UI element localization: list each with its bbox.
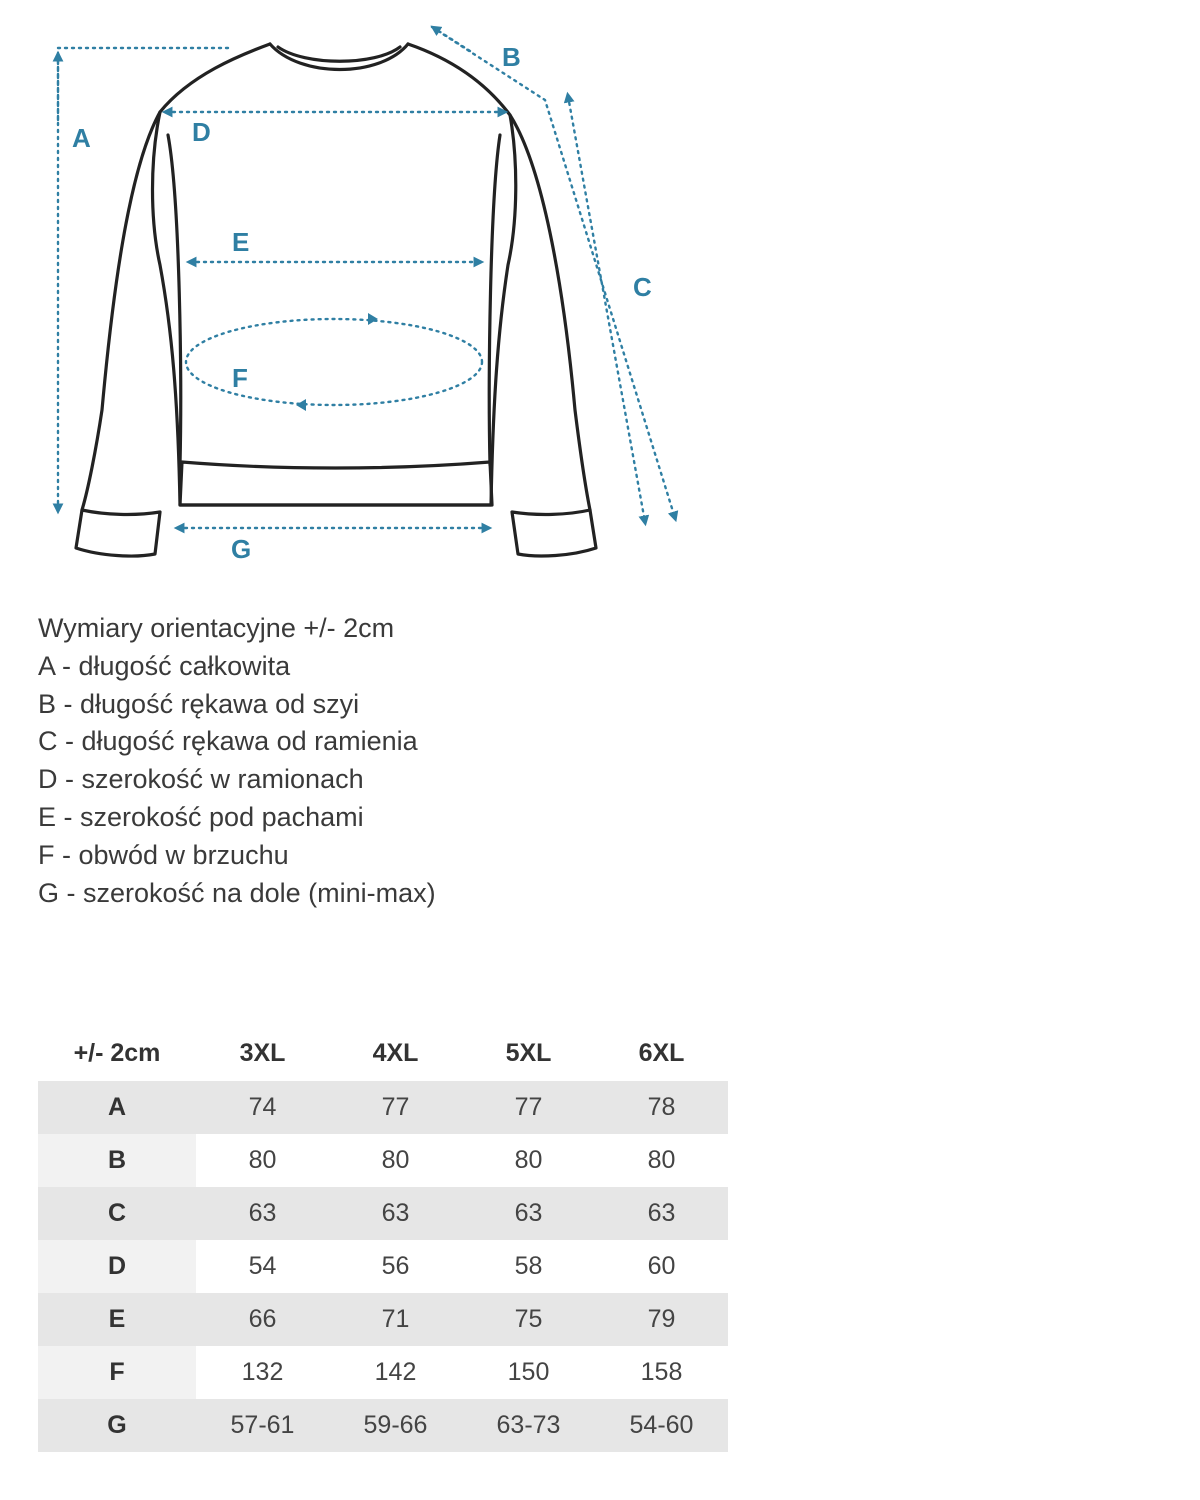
left-sleeve-inner bbox=[168, 135, 181, 465]
legend-line-e: E - szerokość pod pachami bbox=[38, 801, 364, 832]
table-cell: 74 bbox=[196, 1081, 329, 1134]
right-cuff bbox=[512, 510, 596, 556]
row-label: C bbox=[38, 1187, 196, 1240]
table-cell: 80 bbox=[329, 1134, 462, 1187]
table-cell: 63 bbox=[196, 1187, 329, 1240]
table-row bbox=[38, 1081, 728, 1134]
row-label: G bbox=[38, 1399, 196, 1452]
table-cell: 63 bbox=[595, 1187, 728, 1240]
legend-line-a: A - długość całkowita bbox=[38, 650, 291, 681]
row-label: A bbox=[38, 1081, 196, 1134]
measure-f-arrow-bottom bbox=[296, 399, 306, 411]
header-size-3xl: 3XL bbox=[239, 1038, 286, 1067]
legend-line-c: C - długość rękawa od ramienia bbox=[38, 726, 418, 757]
table-row bbox=[38, 1399, 728, 1452]
row-label: B bbox=[38, 1134, 196, 1187]
table-row bbox=[38, 1134, 728, 1187]
waistband bbox=[180, 462, 492, 505]
sweatshirt-measurement-diagram bbox=[0, 0, 720, 580]
table-cell: 71 bbox=[329, 1293, 462, 1346]
size-table-header-row bbox=[38, 1025, 728, 1081]
label-g: G bbox=[231, 534, 252, 564]
label-f: F bbox=[232, 363, 248, 393]
table-row bbox=[38, 1240, 728, 1293]
table-cell: 54-60 bbox=[595, 1399, 728, 1452]
table-cell: 58 bbox=[462, 1240, 595, 1293]
header-tolerance: +/- 2cm bbox=[73, 1038, 161, 1067]
table-cell: 132 bbox=[196, 1346, 329, 1399]
label-e: E bbox=[232, 227, 250, 257]
sweatshirt-outline bbox=[76, 44, 596, 556]
legend-line-f: F - obwód w brzuchu bbox=[38, 839, 289, 870]
header-size-6xl: 6XL bbox=[638, 1038, 685, 1067]
legend-line-d: D - szerokość w ramionach bbox=[38, 764, 364, 795]
table-row bbox=[38, 1346, 728, 1399]
measure-b-line-start bbox=[434, 28, 470, 51]
table-cell: 60 bbox=[595, 1240, 728, 1293]
header-size-5xl: 5XL bbox=[505, 1038, 552, 1067]
table-cell: 63-73 bbox=[462, 1399, 595, 1452]
right-sleeve-outline bbox=[510, 115, 590, 510]
table-cell: 79 bbox=[595, 1293, 728, 1346]
collar-outline bbox=[270, 44, 408, 70]
table-cell: 75 bbox=[462, 1293, 595, 1346]
header-size-4xl: 4XL bbox=[372, 1038, 419, 1067]
size-table bbox=[38, 1025, 728, 1452]
table-cell: 80 bbox=[595, 1134, 728, 1187]
table-cell: 59-66 bbox=[329, 1399, 462, 1452]
table-cell: 78 bbox=[595, 1081, 728, 1134]
measure-f-arrow-top bbox=[368, 313, 378, 325]
table-cell: 66 bbox=[196, 1293, 329, 1346]
left-cuff bbox=[76, 510, 160, 556]
table-cell: 80 bbox=[196, 1134, 329, 1187]
table-cell: 158 bbox=[595, 1346, 728, 1399]
table-cell: 150 bbox=[462, 1346, 595, 1399]
legend-line-intro: Wymiary orientacyjne +/- 2cm bbox=[38, 613, 395, 643]
table-cell: 57-61 bbox=[196, 1399, 329, 1452]
table-row bbox=[38, 1293, 728, 1346]
measurement-lines bbox=[58, 27, 675, 528]
row-label: E bbox=[38, 1293, 196, 1346]
left-sleeve-outline bbox=[82, 112, 160, 510]
table-row bbox=[38, 1187, 728, 1240]
label-a: A bbox=[72, 123, 91, 153]
measure-f-ellipse bbox=[186, 319, 482, 405]
label-d: D bbox=[192, 117, 211, 147]
row-label: D bbox=[38, 1240, 196, 1293]
legend-line-g: G - szerokość na dole (mini-max) bbox=[38, 877, 436, 908]
row-label: F bbox=[38, 1346, 196, 1399]
table-cell: 54 bbox=[196, 1240, 329, 1293]
table-cell: 142 bbox=[329, 1346, 462, 1399]
label-c: C bbox=[633, 272, 652, 302]
measure-c-line bbox=[568, 96, 645, 522]
table-cell: 77 bbox=[462, 1081, 595, 1134]
table-cell: 63 bbox=[329, 1187, 462, 1240]
table-cell: 63 bbox=[462, 1187, 595, 1240]
table-cell: 77 bbox=[329, 1081, 462, 1134]
table-cell: 56 bbox=[329, 1240, 462, 1293]
label-b: B bbox=[502, 42, 521, 72]
collar-inner bbox=[278, 47, 400, 61]
table-cell: 80 bbox=[462, 1134, 595, 1187]
measurement-legend bbox=[38, 610, 436, 912]
legend-line-b: B - długość rękawa od szyi bbox=[38, 688, 360, 719]
